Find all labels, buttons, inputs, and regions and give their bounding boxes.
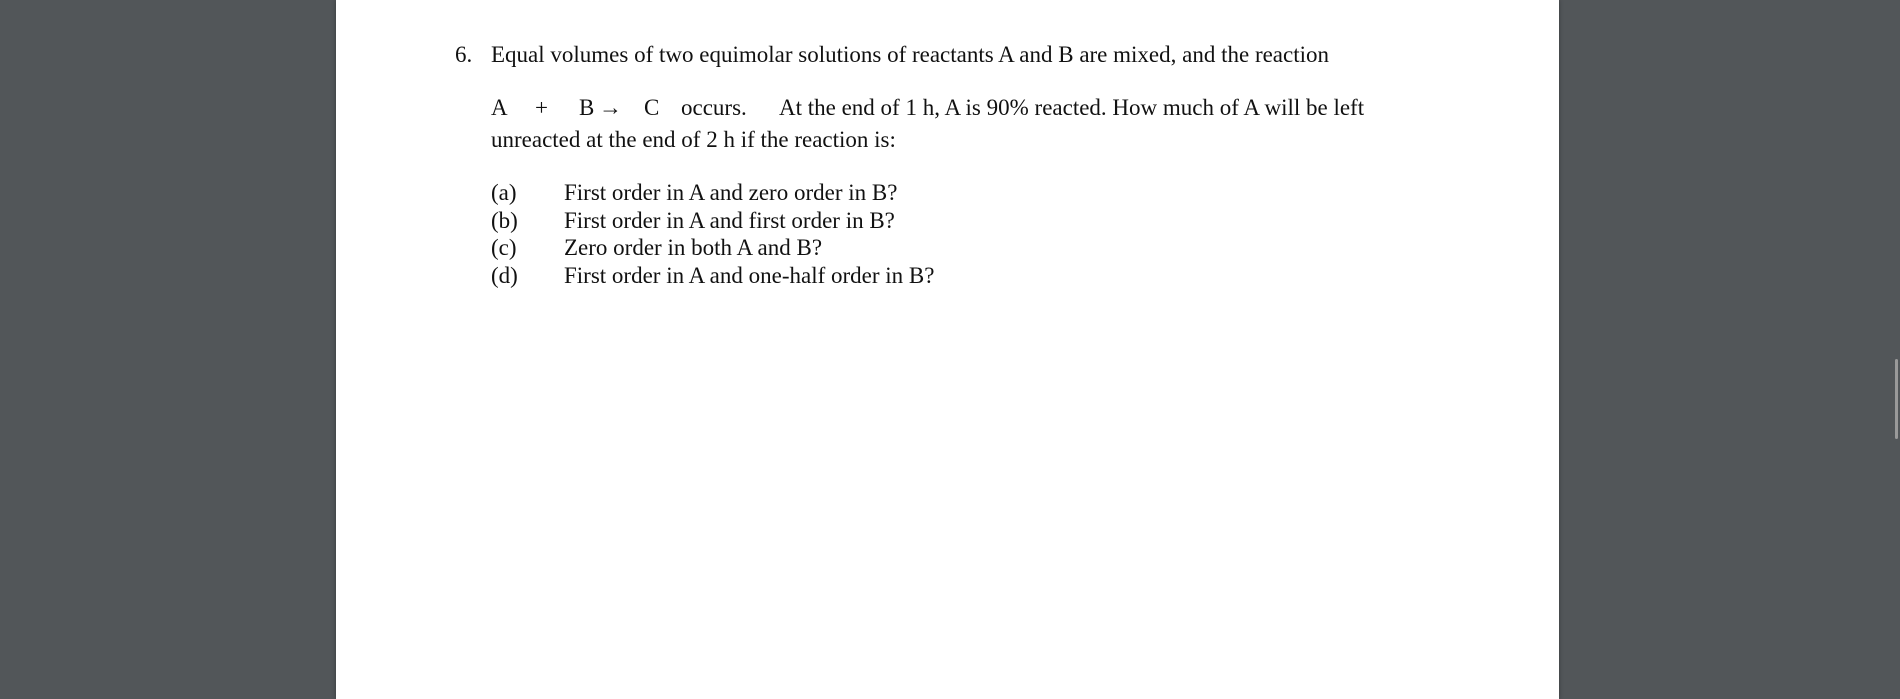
option-d-label: (d): [491, 263, 518, 288]
product-c: C: [644, 95, 660, 120]
option-b-label: (b): [491, 208, 518, 233]
question-line-3: unreacted at the end of 2 h if the reaction is:: [491, 127, 896, 152]
option-c-label: (c): [491, 235, 517, 260]
option-a-label: (a): [491, 180, 517, 205]
option-d-text: First order in A and one-half order in B?: [564, 263, 935, 288]
option-c-text: Zero order in both A and B?: [564, 235, 823, 260]
question-line-1: Equal volumes of two equimolar solutions of reactants A and B are mixed, and the reaction: [491, 42, 1330, 67]
reaction-arrow: →: [599, 95, 622, 120]
option-b-text: First order in A and first order in B?: [564, 208, 895, 233]
reactant-a: A: [491, 95, 508, 120]
plus-sign: +: [535, 95, 548, 120]
reactant-b: B: [579, 95, 595, 120]
question-line-2: At the end of 1 h, A is 90% reacted. How much of A will be left: [779, 95, 1365, 120]
document-page: [336, 0, 1559, 699]
question-number: 6.: [455, 42, 473, 67]
vertical-scrollbar[interactable]: [1895, 359, 1898, 439]
occurs-word: occurs.: [681, 95, 747, 120]
option-a-text: First order in A and zero order in B?: [564, 180, 898, 205]
